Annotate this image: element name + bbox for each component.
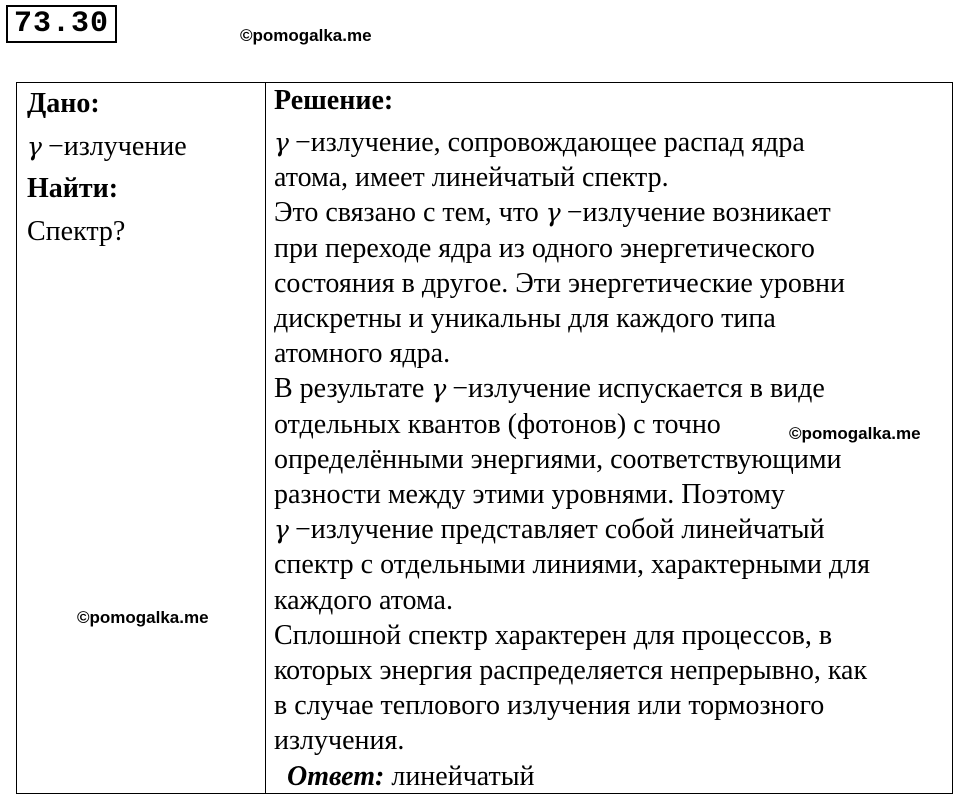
watermark-middle: ©pomogalka.me bbox=[789, 424, 921, 443]
gamma-symbol: γ bbox=[545, 198, 561, 228]
given-item-text: −излучение bbox=[47, 130, 187, 162]
solution-line-6: дискретны и уникальны для каждого типа bbox=[274, 303, 776, 335]
problem-number: 73.30 bbox=[6, 5, 117, 43]
solution-line-9: отдельных квантов (фотонов) с точно bbox=[274, 408, 721, 440]
solution-line-15: Сплошной спектр характерен для процессов, в bbox=[274, 619, 833, 651]
solution-line-10: определёнными энергиями, соответствующими bbox=[274, 443, 842, 475]
solution-line-5: состояния в другое. Эти энергетические уровни bbox=[274, 267, 846, 299]
solution-line-11: разности между этими уровнями. Поэтому bbox=[274, 479, 785, 511]
solution-line-14: каждого атома. bbox=[274, 584, 453, 616]
solution-line-17: в случае теплового излучения или тормозного bbox=[274, 690, 825, 722]
solution-line-4: при переходе ядра из одного энергетического bbox=[274, 232, 815, 264]
answer-line bbox=[274, 759, 949, 794]
solution-line-13: спектр с отдельными линиями, характерными для bbox=[274, 549, 870, 581]
solution-line-12: γ −излучение представляет собой линейчатый bbox=[274, 514, 825, 546]
solution-line-8: В результате γ −излучение испускается в виде bbox=[274, 373, 825, 405]
gamma-symbol: γ bbox=[27, 131, 42, 161]
solution-line-2: атома, имеет линейчатый спектр. bbox=[274, 162, 669, 194]
given-column bbox=[27, 83, 262, 253]
solution-line-7: атомного ядра. bbox=[274, 338, 451, 370]
given-item bbox=[27, 126, 262, 169]
column-divider bbox=[265, 83, 266, 793]
answer-value: линейчатый bbox=[391, 760, 535, 792]
gamma-symbol: γ bbox=[431, 374, 447, 404]
gamma-symbol: γ bbox=[274, 128, 289, 157]
solution-heading: Решение: bbox=[274, 85, 394, 116]
watermark-left: ©pomogalka.me bbox=[77, 608, 209, 627]
solution-line-3: Это связано с тем, что γ −излучение возникает bbox=[274, 197, 831, 229]
find-heading: Найти: bbox=[27, 173, 119, 204]
find-item: Спектр? bbox=[27, 215, 126, 247]
answer-label: Ответ: bbox=[287, 760, 385, 792]
watermark-top: ©pomogalka.me bbox=[240, 26, 372, 45]
solution-line-18: излучения. bbox=[274, 725, 405, 757]
solution-line-1: γ −излучение, сопровождающее распад ядра bbox=[274, 127, 805, 158]
solution-line-16: которых энергия распределяется непрерывно, как bbox=[274, 655, 868, 687]
given-heading: Дано: bbox=[27, 88, 100, 119]
gamma-symbol: γ bbox=[274, 515, 289, 545]
